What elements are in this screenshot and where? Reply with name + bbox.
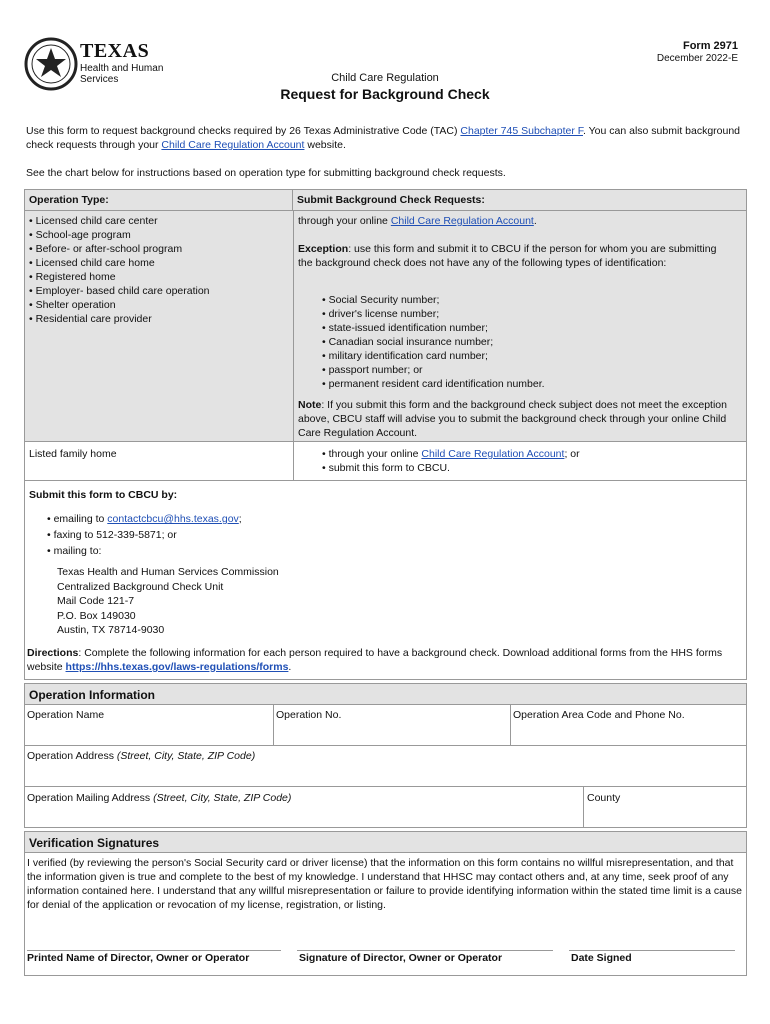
- chapter-745-link[interactable]: Chapter 745 Subchapter F: [460, 125, 583, 137]
- page-title: Request for Background Check: [280, 86, 490, 102]
- form-number: Form 2971: [682, 40, 738, 52]
- county-label: County: [587, 792, 621, 804]
- verification-header: [24, 831, 747, 853]
- verification-section: [24, 852, 747, 976]
- chart-intro: See the chart below for instructions based on operation type for submitting background check requests.: [26, 167, 506, 179]
- mailing-address-label: Operation Mailing Address (Street, City, State, ZIP Code): [27, 792, 292, 804]
- operation-address-label: Operation Address (Street, City, State, ZIP Code): [27, 750, 256, 762]
- signature-line[interactable]: [297, 950, 553, 951]
- form-date: December 2022-E: [656, 53, 738, 64]
- operation-no-label: Operation No.: [276, 709, 342, 721]
- submit-section: [24, 480, 747, 680]
- logo-name: TEXAS: [80, 40, 150, 62]
- printed-name-line[interactable]: [27, 950, 281, 951]
- row1-submit-info: [293, 210, 747, 442]
- operation-phone-label: Operation Area Code and Phone No.: [513, 709, 685, 721]
- operation-info-title: Operation Information: [29, 688, 155, 702]
- row2-submit-info: [293, 441, 747, 481]
- row1-operation-types: [24, 210, 294, 442]
- operation-phone-field[interactable]: [510, 704, 747, 746]
- submit-methods: • emailing to contactcbcu@hhs.texas.gov; • faxing to 512-339-5871; or • mailing to:: [47, 511, 242, 559]
- date-line[interactable]: [569, 950, 735, 951]
- note-text: Note: If you submit this form and the background check subject does not meet the exception above, CBCU staff will advise you to submit the background check through your online Child Care Regulation Account.: [298, 399, 727, 439]
- intro-paragraph: Use this form to request background checks required by 26 Texas Administrative Code (TAC) Chapter 745 Subchapter F. You can also submit background check requests through your Child Care Regulation Account website.: [26, 125, 741, 151]
- operation-name-label: Operation Name: [27, 709, 105, 721]
- operation-no-field[interactable]: [273, 704, 511, 746]
- signature-label: Signature of Director, Owner or Operator: [299, 952, 503, 964]
- col-operation-type-header: Operation Type:: [29, 194, 109, 206]
- county-field[interactable]: [583, 786, 747, 828]
- listed-family-home: Listed family home: [29, 448, 117, 460]
- exception-text: Exception: use this form and submit it to CBCU if the person for whom you are submitting the background check does not have any of the following types of identification:: [298, 243, 717, 269]
- ccr-account-link-row1[interactable]: Child Care Regulation Account: [390, 215, 534, 227]
- directions-text: Directions: Complete the following information for each person required to have a background check. Download additional forms from the HHS forms website https://hhs.texas.gov/laws-regulations/forms.: [27, 647, 723, 673]
- col-submit-header: Submit Background Check Requests:: [297, 194, 485, 206]
- ccr-account-link-row2[interactable]: Child Care Regulation Account: [421, 448, 565, 460]
- id-type-list: • Social Security number; • driver's license number; • state-issued identification number; • Canadian social insurance number; • military identification card number; • passport number; or • permanent resident card identification number.: [322, 293, 545, 391]
- cbcu-email-link[interactable]: contactcbcu@hhs.texas.gov: [107, 513, 239, 525]
- verification-title: Verification Signatures: [29, 836, 160, 850]
- operation-type-list: • Licensed child care center • School-age program • Before- or after-school program • Licensed child care home • Registered home • Employer- based child care operation • Shelter operation • Residential care provider: [29, 214, 210, 326]
- verification-statement: I verified (by reviewing the person's Social Security card or driver license) that the information on this form contains no willful misrepresentation, and that the information given is true and complete to the best of my knowledge. I understand that HHSC may contact others and, at any time, seek proof of any information contained here. I understand that any willful misrepresentation or failure to provide identifying information within the stated time limit is a cause for denial of the application or revocation of my license, registration, or listing.: [27, 857, 742, 911]
- row2-operation-type: [24, 441, 294, 481]
- operation-name-field[interactable]: [24, 704, 274, 746]
- mailing-address: Texas Health and Human Services Commission Centralized Background Check Unit Mail Code 121-7 P.O. Box 149030 Austin, TX 78714-9030: [57, 566, 279, 636]
- row2-options: • through your online Child Care Regulation Account; or • submit this form to CBCU.: [322, 447, 580, 475]
- operation-info-header: [24, 683, 747, 705]
- form-subtitle: Child Care Regulation: [331, 72, 439, 84]
- hhs-forms-link[interactable]: https://hhs.texas.gov/laws-regulations/forms: [65, 661, 289, 673]
- mailing-address-field[interactable]: [24, 786, 584, 828]
- logo-subtitle: Health and Human Services: [80, 63, 164, 85]
- table-header-row: [24, 189, 747, 211]
- row1-through-text: through your online Child Care Regulation Account.: [298, 215, 537, 227]
- printed-name-label: Printed Name of Director, Owner or Operator: [27, 952, 250, 964]
- ccr-account-link[interactable]: Child Care Regulation Account: [161, 139, 305, 151]
- date-signed-label: Date Signed: [571, 952, 632, 964]
- submit-heading: Submit this form to CBCU by:: [29, 489, 178, 501]
- operation-address-field[interactable]: [24, 745, 747, 787]
